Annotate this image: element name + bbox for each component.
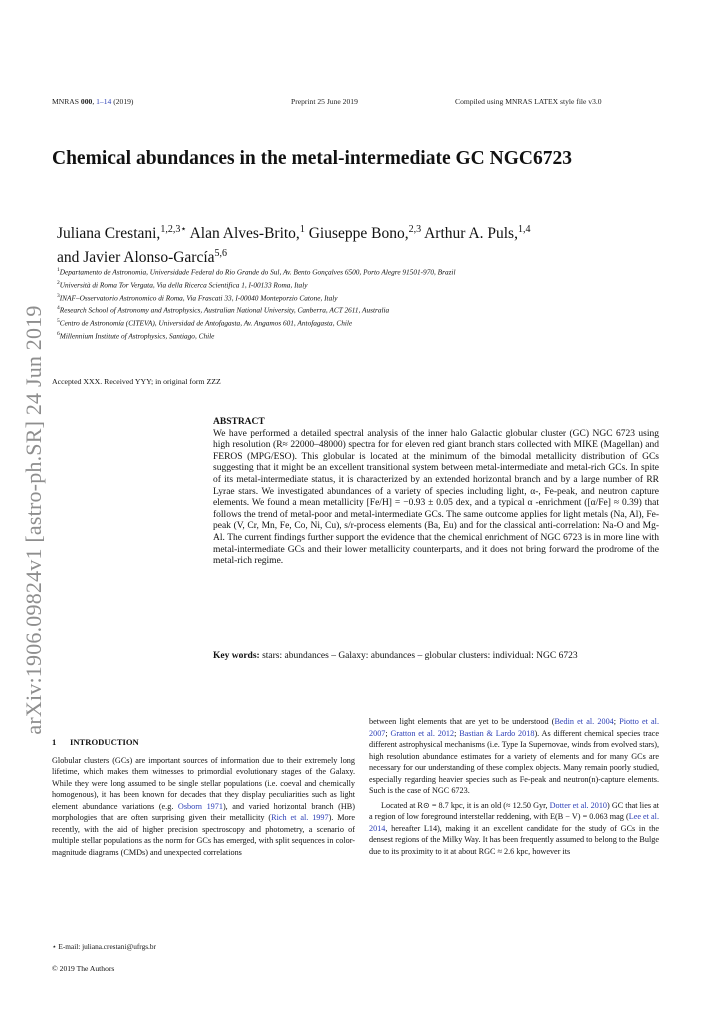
arxiv-stamp-text: arXiv:1906.09824v1 [astro-ph.SR] 24 Jun 2019 xyxy=(21,305,46,735)
affiliation: $^4$Research School of Astronomy and Astrophysics, Australian National University, Canberra, ACT 2611, Australia xyxy=(57,305,390,315)
intro-column-left xyxy=(52,737,355,858)
affiliation: $^1$Departamento de Astronomia, Universidade Federal do Rio Grande do Sul, Av. Bento Gonçalves 6500, Porto Alegre 91501-970, Brazil xyxy=(57,267,456,277)
author-list: Juliana Crestani,$^{1,2,3⋆}$ Alan Alves-Brito,$^1$ Giuseppe Bono,$^{2,3}$ Arthur A. Puls,$^{1,4}$ and Javier Alonso-García$^{5,6}$ xyxy=(57,224,531,267)
preprint-date: Preprint 25 June 2019 xyxy=(291,97,358,106)
author-name: Juliana Crestani, xyxy=(57,225,161,243)
affiliation: $^5$Centro de Astronomía (CITEVA), Universidad de Antofagasta, Av. Angamos 601, Antofagasta, Chile xyxy=(57,318,353,328)
affiliation: $^2$Università di Roma Tor Vergata, Via della Ricerca Scientifica 1, I-00133 Roma, Italy xyxy=(57,279,308,290)
citation-link[interactable]: Osborn 1971 xyxy=(177,801,223,811)
section-heading: 1 INTRODUCTION xyxy=(52,737,139,747)
abstract-heading: ABSTRACT xyxy=(213,417,265,427)
affiliation: $^6$Millennium Institute of Astrophysics, Santiago, Chile xyxy=(57,331,215,341)
intro-column-right xyxy=(369,716,659,857)
copyright: © 2019 The Authors xyxy=(52,964,115,973)
arxiv-stamp xyxy=(4,305,64,735)
paragraph: Located at R⊙ = 8.7 kpc, it is an old (≈ 12.50 Gyr, Dotter et al. 2010) GC that lies at a region of low foreground interstellar reddening, with E(B − V) = 0.063 mag (Lee et al. 2014, hereafter L14), making it an excellent candidate for the study of GCs in the densest regions of the Milky Way. It has been frequently assumed to belong to the Bulge due to its proximity to it at about RGC ≈ 2.6 kpc, however its xyxy=(369,800,659,856)
citation-link[interactable]: Dotter et al. 2010 xyxy=(549,800,608,810)
author-name: Arthur A. Puls, xyxy=(421,225,518,243)
abstract-body: We have performed a detailed spectral analysis of the inner halo Galactic globular cluster (GC) NGC 6723 using high resolution (R≈ 22000–48000) spectra for for eleven red giant branch stars collected with MIKE (Magellan) and FEROS (MPG/ESO). This globular is located at the minimum of the bimodal metallicity distribution of GCs suggesting that it might be an excellent transitional system between metal-intermediate and metal-rich GCs. In spite of its metal-intermediate status, it is characterized by an extended horizontal branch and by a large number of RR Lyrae stars. We investigated abundances of a variety of species including light, α-, Fe-peak, and neutron capture elements. We found a mean metallicity [Fe/H] = −0.93 ± 0.05 dex, and a typical α -enrichment ([α/Fe] ≈ 0.39) that follows the trend of metal-poor and metal-intermediate GCs. The same outcome applies for light metals (Na, Al), Fe-peak (V, Cr, Mn, Fe, Co, Ni, Cu), s/r-process elements (Ba, Eu) and for the classical anti-correlation: Na-O and Mg-Al. The current findings further support the evidence that the chemical enrichment of NGC 6723 is in more line with metal-intermediate GCs and their lower metallicity counterparts, and it does not bring forward the prodrome of the metal-rich regime. xyxy=(213,428,659,567)
journal-reference: MNRAS 000, 1–14 (2019) xyxy=(52,97,134,106)
paper-title: Chemical abundances in the metal-intermediate GC NGC6723 xyxy=(52,148,572,169)
citation-link[interactable]: Piotto et al. 2007 xyxy=(369,717,659,738)
citation-link[interactable]: Lee et al. 2014 xyxy=(369,812,659,833)
page-range-link[interactable]: 1–14 xyxy=(96,97,112,106)
keywords xyxy=(213,651,659,663)
author-name: Giuseppe Bono, xyxy=(304,225,409,243)
citation-link[interactable]: Bastian & Lardo 2018 xyxy=(459,728,535,738)
accepted-line: Accepted XXX. Received YYY; in original form ZZZ xyxy=(52,377,221,386)
citation-link[interactable]: Rich et al. 1997 xyxy=(271,813,329,822)
keywords-text: stars: abundances – Galaxy: abundances – globular clusters: individual: NGC 6723 xyxy=(259,651,578,661)
footnote-email: ⋆ E-mail: juliana.crestani@ufrgs.br xyxy=(52,942,156,951)
keywords-label: Key words: xyxy=(213,651,260,661)
compile-note: Compiled using MNRAS LATEX style file v3.0 xyxy=(455,97,602,106)
journal-volume: 000 xyxy=(80,97,93,106)
affiliation-list xyxy=(57,265,677,342)
affiliation: $^3$INAF–Osservatorio Astronomico di Roma, Via Frascati 33, I-00040 Monteporzio Catone, Italy xyxy=(57,292,338,303)
paragraph: between light elements that are yet to be understood (Bedin et al. 2004; Piotto et al. 2007; Gratton et al. 2012; Bastian & Lardo 2018). As different chemical species trace different astrophysical mechanisms (i.e. Type Ia Supernovae, winds from evolved stars), high resolution abundance estimates for a variety of elements and for many GCs are necessary for our understanding of these complex objects. Many remain poorly studied, especially regarding heavier species such as Fe-peak and neutron(n)-capture elements. Such is the case of NGC 6723. xyxy=(369,717,659,795)
citation-link[interactable]: Gratton et al. 2012 xyxy=(390,728,455,738)
author-name: Alan Alves-Brito, xyxy=(186,225,300,243)
abstract xyxy=(213,417,659,568)
paragraph: Globular clusters (GCs) are important sources of information due to their extremely long lifetime, which makes them witnesses to primordial evolutionary stages of the Galaxy. While they were long assumed to be single stellar populations (i.e. coeval and chemically homogenous), it has been known for decades that they display peculiarities such as light element abundance variations (e.g. Osborn 1971), and varied horizontal branch (HB) morphologies that are often surprising given their metallicity (Rich et al. 1997). More recently, with the aid of higher precision spectroscopy and photometry, a scenario of multiple stellar populations as the norm for GCs has emerged, with split sequences in color-magnitude diagrams (CMDs) and unexpected correlations xyxy=(52,755,355,857)
citation-link[interactable]: Bedin et al. 2004 xyxy=(554,717,614,726)
author-name: and Javier Alonso-García xyxy=(57,249,215,267)
